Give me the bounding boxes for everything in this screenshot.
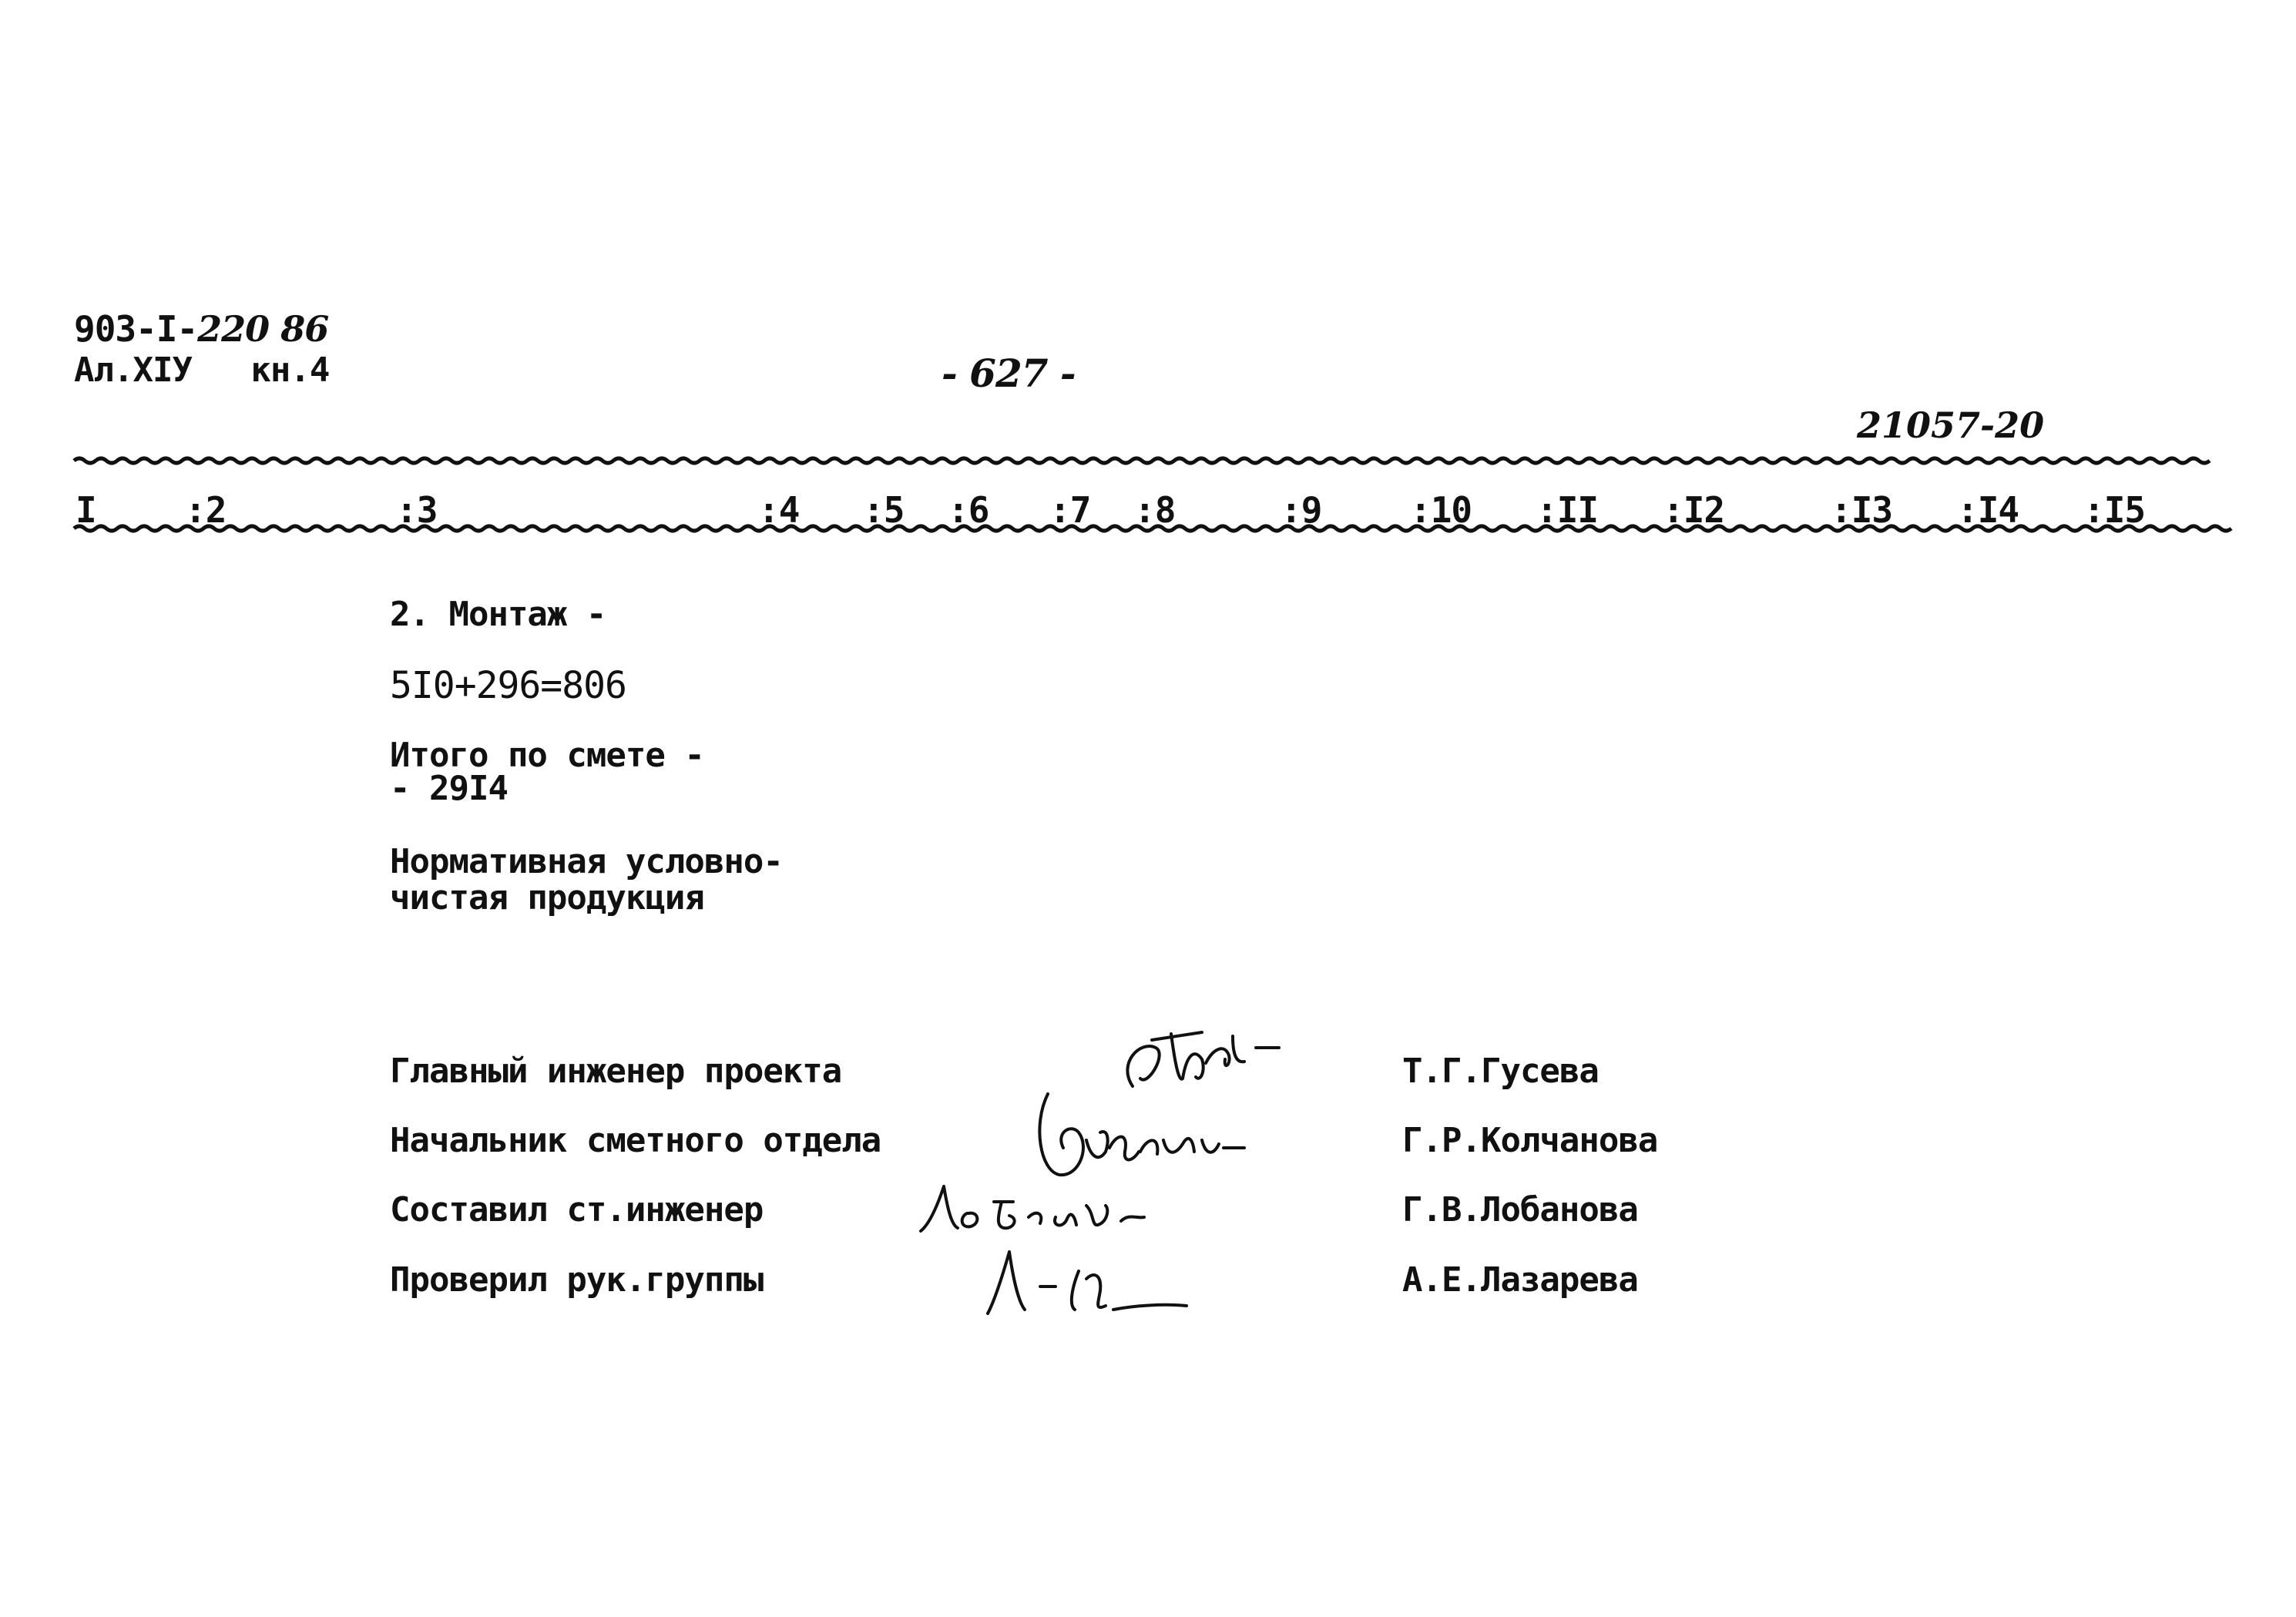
column-label: :9 <box>1281 489 1322 531</box>
column-label: :2 <box>185 489 227 531</box>
column-label: :I4 <box>1957 489 2019 531</box>
column-label: :6 <box>948 489 989 531</box>
signature-role: Начальник сметного отдела <box>390 1121 881 1160</box>
column-label: :4 <box>758 489 800 531</box>
column-label: :10 <box>1410 489 1472 531</box>
norm-line-2: чистая продукция <box>390 878 704 918</box>
norm-line-1: Нормативная условно- <box>390 842 783 881</box>
page-number-text: - 627 - <box>942 351 1076 396</box>
signature-mark <box>978 1240 1194 1325</box>
album-line: Ал.XIУ кн.4 <box>74 351 330 390</box>
signatory-name: Т.Г.Гусева <box>1402 1052 1599 1091</box>
column-label: :II <box>1536 489 1599 531</box>
column-label: :7 <box>1049 489 1091 531</box>
column-label: :3 <box>396 489 438 531</box>
column-label: :I3 <box>1831 489 1893 531</box>
signatory-name: Г.Р.Колчанова <box>1402 1121 1658 1160</box>
total-line-1: Итого по смете - <box>390 736 704 775</box>
column-label: :I2 <box>1663 489 1725 531</box>
item-2-montage: 2. Монтаж - <box>390 595 606 634</box>
series-code-printed: 903-I- <box>74 308 198 350</box>
column-label: :5 <box>863 489 905 531</box>
signature-mark <box>913 1171 1167 1240</box>
signature-role: Проверил рук.группы <box>390 1260 764 1300</box>
column-label: :8 <box>1134 489 1176 531</box>
signatory-name: Г.В.Лобанова <box>1402 1190 1638 1230</box>
formula: 5I0+296=806 <box>390 664 626 707</box>
doc-reference: 21057-20 <box>1857 404 2045 446</box>
column-label: I <box>76 489 96 531</box>
total-line-2: - 29I4 <box>390 769 508 808</box>
series-code-handwritten: 220 86 <box>197 308 329 350</box>
signature-role: Составил ст.инженер <box>390 1190 764 1230</box>
top-wavy-rule <box>74 458 2210 463</box>
signatory-name: А.Е.Лазарева <box>1402 1260 1638 1300</box>
signature-mark <box>1017 1079 1248 1186</box>
signature-role: Главный инженер проекта <box>390 1052 842 1091</box>
column-label: :I5 <box>2083 489 2146 531</box>
